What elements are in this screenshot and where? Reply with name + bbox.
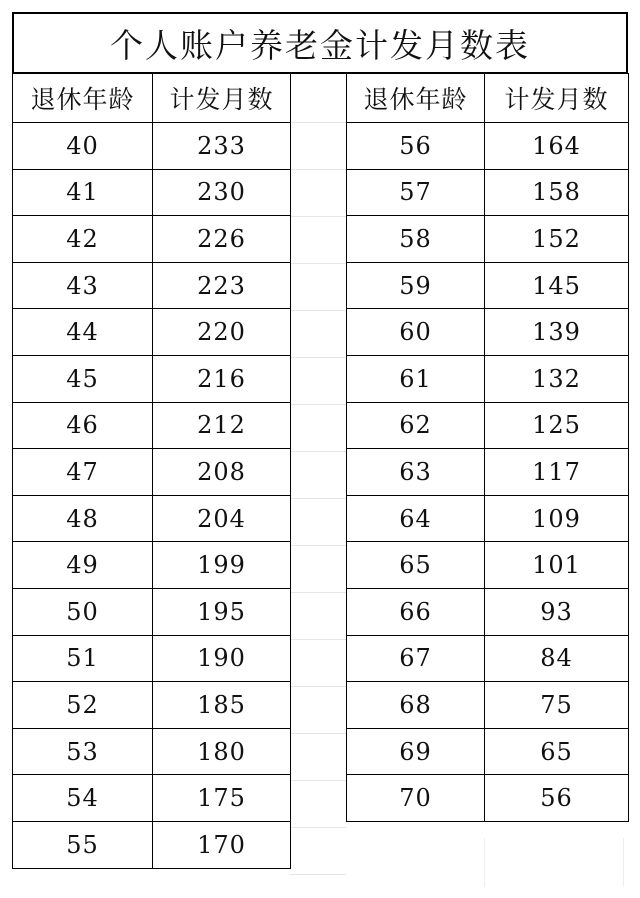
payment-months-cell: 212 bbox=[153, 402, 291, 449]
retirement-age-cell: 62 bbox=[347, 402, 485, 449]
right-table-body bbox=[347, 123, 629, 822]
table-row bbox=[13, 262, 291, 309]
retirement-age-cell: 49 bbox=[13, 542, 153, 589]
payment-months-cell: 208 bbox=[153, 449, 291, 496]
table-row bbox=[13, 309, 291, 356]
payment-months-cell: 117 bbox=[485, 449, 629, 496]
retirement-age-cell: 58 bbox=[347, 216, 485, 263]
pension-table-sheet bbox=[12, 12, 628, 887]
header-retirement-age: 退休年龄 bbox=[13, 74, 153, 123]
table-row bbox=[13, 402, 291, 449]
retirement-age-cell: 42 bbox=[13, 216, 153, 263]
payment-months-cell: 233 bbox=[153, 123, 291, 170]
table-row bbox=[347, 216, 629, 263]
header-retirement-age: 退休年龄 bbox=[347, 74, 485, 123]
payment-months-cell: 139 bbox=[485, 309, 629, 356]
retirement-age-cell: 68 bbox=[347, 682, 485, 729]
payment-months-cell: 185 bbox=[153, 682, 291, 729]
table-row bbox=[13, 588, 291, 635]
retirement-age-cell: 69 bbox=[347, 728, 485, 775]
retirement-age-cell: 67 bbox=[347, 635, 485, 682]
retirement-age-cell: 61 bbox=[347, 355, 485, 402]
retirement-age-cell: 40 bbox=[13, 123, 153, 170]
table-title: 个人账户养老金计发月数表 bbox=[12, 12, 628, 74]
retirement-age-cell: 55 bbox=[13, 821, 153, 868]
retirement-age-cell: 59 bbox=[347, 262, 485, 309]
retirement-age-cell: 64 bbox=[347, 495, 485, 542]
right-table bbox=[346, 73, 629, 822]
payment-months-cell: 65 bbox=[485, 728, 629, 775]
table-row bbox=[347, 123, 629, 170]
payment-months-cell: 109 bbox=[485, 495, 629, 542]
payment-months-cell: 195 bbox=[153, 588, 291, 635]
spreadsheet-gridlines-bottom bbox=[346, 838, 628, 887]
table-row bbox=[347, 682, 629, 729]
retirement-age-cell: 45 bbox=[13, 355, 153, 402]
payment-months-cell: 223 bbox=[153, 262, 291, 309]
payment-months-cell: 75 bbox=[485, 682, 629, 729]
retirement-age-cell: 57 bbox=[347, 169, 485, 216]
retirement-age-cell: 48 bbox=[13, 495, 153, 542]
table-row bbox=[13, 169, 291, 216]
table-row bbox=[347, 402, 629, 449]
table-row bbox=[347, 355, 629, 402]
left-header-row bbox=[13, 74, 291, 123]
table-row bbox=[13, 495, 291, 542]
retirement-age-cell: 44 bbox=[13, 309, 153, 356]
payment-months-cell: 220 bbox=[153, 309, 291, 356]
table-row bbox=[13, 216, 291, 263]
left-table-body bbox=[13, 123, 291, 869]
payment-months-cell: 230 bbox=[153, 169, 291, 216]
retirement-age-cell: 56 bbox=[347, 123, 485, 170]
payment-months-cell: 190 bbox=[153, 635, 291, 682]
payment-months-cell: 101 bbox=[485, 542, 629, 589]
payment-months-cell: 152 bbox=[485, 216, 629, 263]
payment-months-cell: 93 bbox=[485, 588, 629, 635]
retirement-age-cell: 46 bbox=[13, 402, 153, 449]
payment-months-cell: 56 bbox=[485, 775, 629, 822]
retirement-age-cell: 52 bbox=[13, 682, 153, 729]
payment-months-cell: 84 bbox=[485, 635, 629, 682]
spreadsheet-gridlines bbox=[290, 73, 346, 885]
table-row bbox=[347, 542, 629, 589]
right-header-row bbox=[347, 74, 629, 123]
retirement-age-cell: 51 bbox=[13, 635, 153, 682]
table-row bbox=[347, 728, 629, 775]
retirement-age-cell: 70 bbox=[347, 775, 485, 822]
payment-months-cell: 158 bbox=[485, 169, 629, 216]
payment-months-cell: 125 bbox=[485, 402, 629, 449]
table-row bbox=[347, 635, 629, 682]
table-row bbox=[347, 588, 629, 635]
table-row bbox=[347, 449, 629, 496]
table-row bbox=[13, 728, 291, 775]
payment-months-cell: 199 bbox=[153, 542, 291, 589]
retirement-age-cell: 63 bbox=[347, 449, 485, 496]
retirement-age-cell: 66 bbox=[347, 588, 485, 635]
table-row bbox=[347, 262, 629, 309]
payment-months-cell: 226 bbox=[153, 216, 291, 263]
retirement-age-cell: 65 bbox=[347, 542, 485, 589]
payment-months-cell: 216 bbox=[153, 355, 291, 402]
table-row bbox=[13, 542, 291, 589]
table-row bbox=[13, 682, 291, 729]
left-table bbox=[12, 73, 291, 869]
retirement-age-cell: 60 bbox=[347, 309, 485, 356]
retirement-age-cell: 43 bbox=[13, 262, 153, 309]
retirement-age-cell: 41 bbox=[13, 169, 153, 216]
header-payment-months: 计发月数 bbox=[153, 74, 291, 123]
retirement-age-cell: 53 bbox=[13, 728, 153, 775]
table-row bbox=[347, 169, 629, 216]
table-row bbox=[13, 449, 291, 496]
payment-months-cell: 180 bbox=[153, 728, 291, 775]
payment-months-cell: 175 bbox=[153, 775, 291, 822]
payment-months-cell: 164 bbox=[485, 123, 629, 170]
payment-months-cell: 170 bbox=[153, 821, 291, 868]
table-row bbox=[13, 355, 291, 402]
table-row bbox=[13, 821, 291, 868]
retirement-age-cell: 47 bbox=[13, 449, 153, 496]
table-row bbox=[347, 495, 629, 542]
payment-months-cell: 132 bbox=[485, 355, 629, 402]
table-row bbox=[13, 123, 291, 170]
header-payment-months: 计发月数 bbox=[485, 74, 629, 123]
retirement-age-cell: 50 bbox=[13, 588, 153, 635]
table-row bbox=[347, 309, 629, 356]
table-row bbox=[13, 775, 291, 822]
table-row bbox=[13, 635, 291, 682]
table-row bbox=[347, 775, 629, 822]
payment-months-cell: 204 bbox=[153, 495, 291, 542]
payment-months-cell: 145 bbox=[485, 262, 629, 309]
retirement-age-cell: 54 bbox=[13, 775, 153, 822]
